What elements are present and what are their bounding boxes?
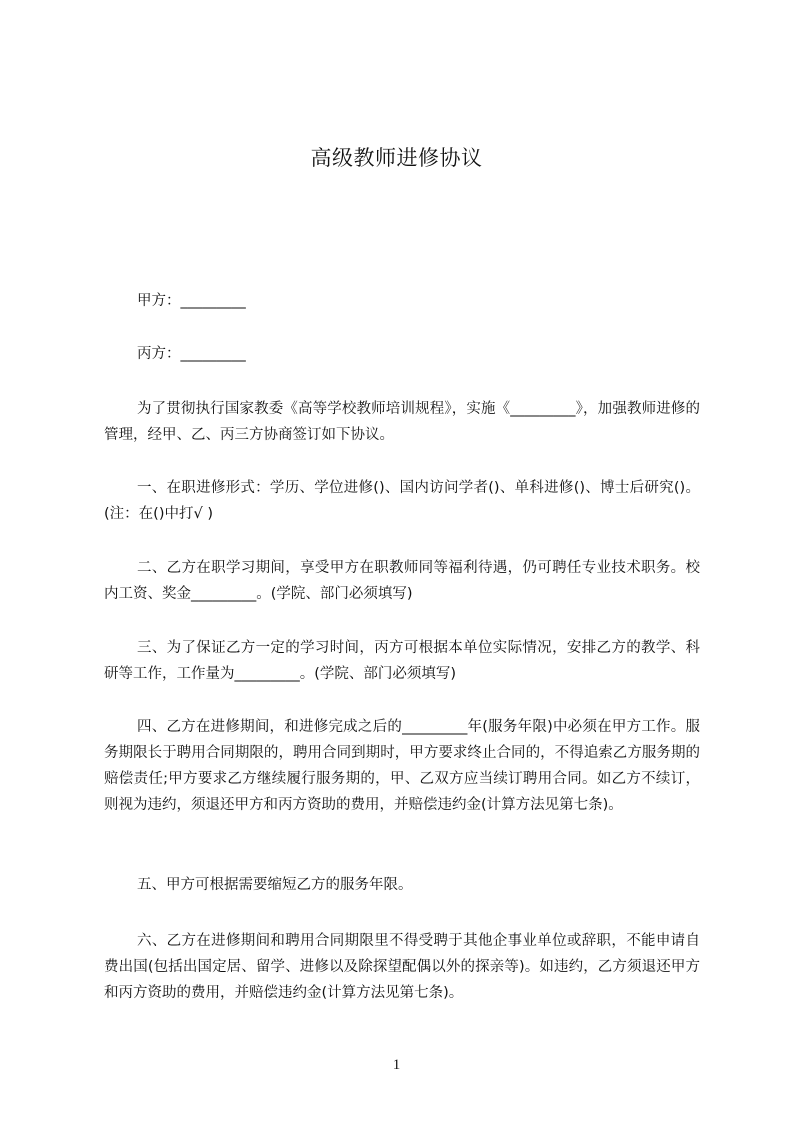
clause-6: 六、乙方在进修期间和聘用合同期限里不得受聘于其他企事业单位或辞职，不能申请自费出国(包括出国定居、留学、进修以及除探望配偶以外的探亲等)。如违约，乙方须退还甲方和丙方资助的费用，并赔偿违约金(计算方法见第七条)。 <box>104 933 700 1001</box>
page-number: 1 <box>392 1057 401 1073</box>
party-c-line: 丙方：_________ <box>137 346 246 362</box>
clause-5: 五、甲方可根据需要缩短乙方的服务年限。 <box>137 877 413 893</box>
intro-paragraph: 为了贯彻执行国家教委《高等学校教师培训规程》，实施《_________》，加强教师进修的管理，经甲、乙、丙三方协商签订如下协议。 <box>104 401 700 443</box>
clause-1: 一、在职进修形式：学历、学位进修()、国内访问学者()、单科进修()、博士后研究()。(注：在()中打√ ) <box>104 480 700 522</box>
clause-2: 二、乙方在职学习期间，享受甲方在职教师同等福利待遇，仍可聘任专业技术职务。校内工资、奖金_________。(学院、部门必须填写) <box>104 560 700 602</box>
clause-3: 三、为了保证乙方一定的学习时间，丙方可根据本单位实际情况，安排乙方的教学、科研等工作，工作量为_________。(学院、部门必须填写) <box>104 640 700 682</box>
document-title: 高级教师进修协议 <box>310 146 483 170</box>
party-a-line: 甲方：_________ <box>137 293 246 309</box>
clause-4: 四、乙方在进修期间，和进修完成之后的_________年(服务年限)中必须在甲方工作。服务期限长于聘用合同期限的，聘用合同到期时，甲方要求终止合同的，不得追索乙方服务期的赔偿责任;甲方要求乙方继续履行服务期的，甲、乙双方应当续订聘用合同。如乙方不续订，则视为违约，须退还甲方和丙方资助的费用，并赔偿违约金(计算方法见第七条)。 <box>104 719 700 813</box>
